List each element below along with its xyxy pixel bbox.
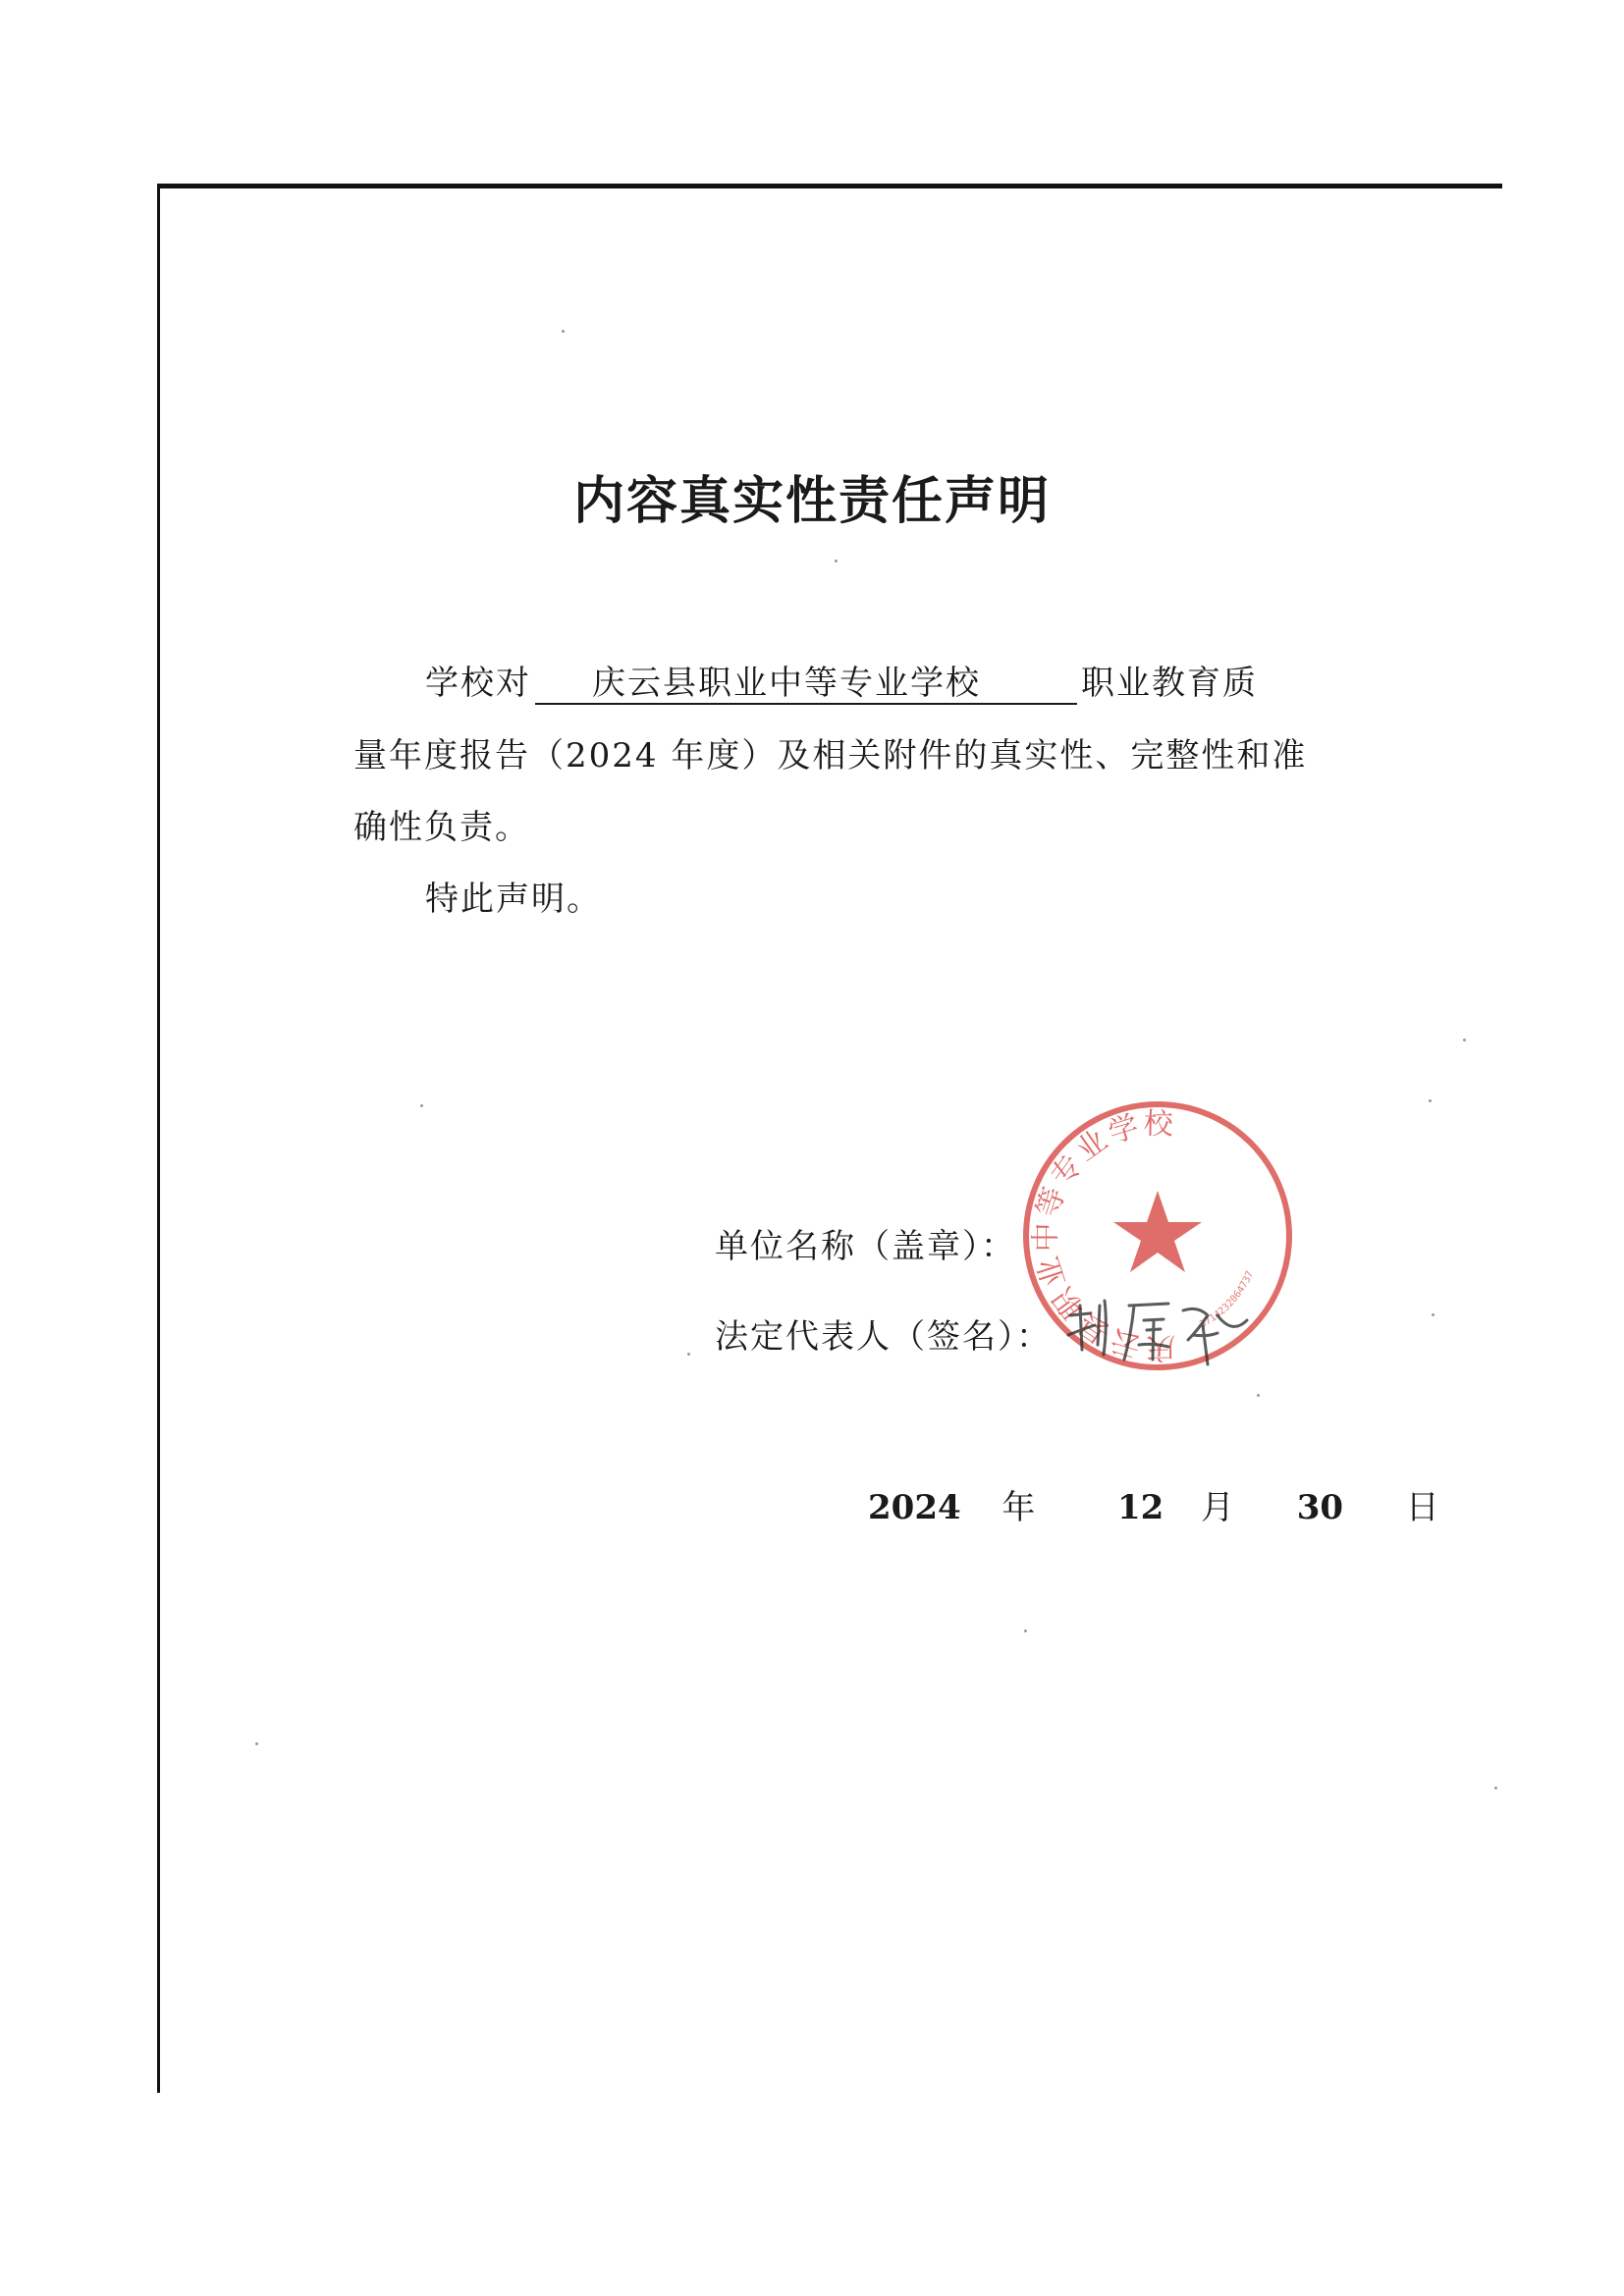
date-month: 12 — [1117, 1488, 1164, 1527]
body-line-2: 量年度报告（2024 年度）及相关附件的真实性、完整性和准 — [353, 736, 1308, 775]
body-line-4: 特此声明。 — [425, 880, 602, 919]
scan-speck — [562, 330, 565, 333]
scan-speck — [1494, 1787, 1497, 1789]
scan-speck — [687, 1353, 690, 1356]
scan-speck — [420, 1104, 423, 1107]
scan-speck — [835, 560, 838, 562]
scan-speck — [1463, 1039, 1466, 1041]
scan-speck — [1024, 1629, 1027, 1632]
body-line-1-suffix: 职业教育质 — [1081, 664, 1258, 703]
date-day-unit: 日 — [1405, 1488, 1439, 1527]
document-title: 内容真实性责任声明 — [572, 471, 1051, 531]
unit-name-label: 单位名称（盖章）： — [715, 1227, 1016, 1266]
date-day: 30 — [1296, 1488, 1344, 1527]
handwritten-signature-icon — [1060, 1276, 1257, 1384]
date-year: 2024 — [868, 1488, 961, 1527]
date-month-unit: 月 — [1201, 1488, 1235, 1527]
date-line — [868, 1480, 1439, 1528]
scan-speck — [1257, 1394, 1260, 1397]
school-name-field: 庆云县职业中等专业学校 — [535, 664, 1077, 705]
body-line-1-prefix: 学校对 — [425, 664, 531, 703]
date-year-unit: 年 — [1001, 1488, 1036, 1527]
body-line-3: 确性负责。 — [353, 808, 530, 847]
seal-code: 3714232064737 — [1198, 1269, 1257, 1331]
legal-rep-label: 法定代表人（签名）： — [715, 1317, 1052, 1357]
body-line-1 — [425, 656, 1258, 705]
scan-speck — [1429, 1099, 1432, 1102]
scan-speck — [255, 1742, 258, 1745]
scan-border-top — [157, 184, 1502, 188]
scan-speck — [1432, 1313, 1435, 1316]
seal-text: 庆云县职业中等专业学校 — [1028, 1106, 1176, 1365]
